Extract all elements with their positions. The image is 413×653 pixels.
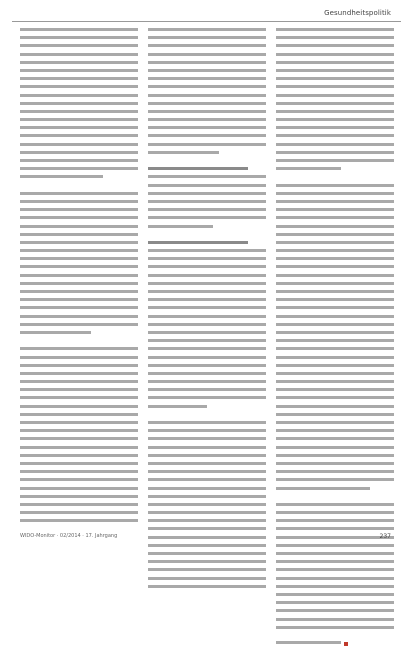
text-line-placeholder	[148, 200, 266, 203]
text-line-placeholder	[276, 462, 394, 465]
text-line-placeholder	[148, 421, 266, 424]
text-line-placeholder	[276, 126, 394, 129]
text-line-placeholder	[276, 478, 394, 481]
text-line-placeholder	[148, 118, 266, 121]
text-line-placeholder	[20, 110, 138, 113]
text-line-placeholder	[20, 216, 138, 219]
text-column-right	[276, 28, 394, 653]
text-line-placeholder	[276, 437, 394, 440]
text-line-placeholder	[148, 282, 266, 285]
text-line-placeholder	[148, 462, 266, 465]
text-line-placeholder	[148, 151, 219, 154]
text-line-placeholder	[276, 192, 394, 195]
text-line-placeholder	[148, 134, 266, 137]
text-line-placeholder	[276, 495, 394, 498]
text-line-placeholder	[20, 339, 138, 342]
text-line-placeholder	[20, 102, 138, 105]
text-line-placeholder	[148, 388, 266, 391]
text-line-placeholder	[276, 609, 394, 612]
text-line-placeholder	[20, 315, 138, 318]
text-line-placeholder	[148, 585, 266, 588]
text-line-placeholder	[276, 405, 394, 408]
text-line-placeholder	[20, 388, 138, 391]
text-line-placeholder	[148, 102, 266, 105]
text-line-placeholder	[276, 110, 394, 113]
text-line-placeholder	[148, 290, 266, 293]
text-line-placeholder	[148, 396, 266, 399]
text-line-placeholder	[148, 126, 266, 129]
text-line-placeholder	[148, 429, 266, 432]
text-line-placeholder	[148, 503, 266, 506]
text-line-placeholder	[276, 323, 394, 326]
text-line-placeholder	[276, 568, 394, 571]
last-line-with-end-mark	[276, 634, 394, 653]
text-line-placeholder	[148, 265, 266, 268]
text-line-placeholder	[148, 577, 266, 580]
text-line-placeholder	[276, 413, 394, 416]
text-line-placeholder	[276, 53, 394, 56]
text-line-placeholder	[20, 446, 138, 449]
text-line-placeholder	[148, 167, 248, 170]
text-line-placeholder	[20, 241, 138, 244]
text-line-placeholder	[20, 487, 138, 490]
text-line-placeholder	[148, 274, 266, 277]
text-line-placeholder	[20, 298, 138, 301]
text-line-placeholder	[276, 470, 394, 473]
text-line-placeholder	[276, 585, 394, 588]
text-line-placeholder	[276, 241, 394, 244]
text-line-placeholder	[20, 134, 138, 137]
text-line-placeholder	[148, 347, 266, 350]
text-line-placeholder	[276, 175, 394, 178]
text-line-placeholder	[20, 405, 138, 408]
text-line-placeholder	[276, 44, 394, 47]
text-line-placeholder	[148, 323, 266, 326]
text-line-placeholder	[20, 380, 138, 383]
section-label: Gesundheitspolitik	[324, 9, 391, 17]
text-line-placeholder	[20, 184, 138, 187]
text-line-placeholder	[148, 192, 266, 195]
text-line-placeholder	[20, 200, 138, 203]
text-line-placeholder	[276, 339, 394, 342]
text-line-placeholder	[148, 110, 266, 113]
text-line-placeholder	[148, 94, 266, 97]
text-line-placeholder	[20, 462, 138, 465]
text-line-placeholder	[148, 233, 266, 236]
text-line-placeholder	[148, 405, 207, 408]
text-line-placeholder	[276, 306, 394, 309]
text-line-placeholder	[20, 396, 138, 399]
text-line-placeholder	[276, 274, 394, 277]
text-line-placeholder	[148, 495, 266, 498]
text-line-placeholder	[20, 347, 138, 350]
text-line-placeholder	[148, 53, 266, 56]
text-line-placeholder	[276, 380, 394, 383]
text-line-placeholder	[20, 290, 138, 293]
text-line-placeholder	[276, 85, 394, 88]
text-line-placeholder	[148, 487, 266, 490]
text-line-placeholder	[20, 175, 103, 178]
text-line-placeholder	[148, 241, 248, 244]
text-line-placeholder	[20, 143, 138, 146]
text-line-placeholder	[276, 503, 394, 506]
text-line-placeholder	[276, 159, 394, 162]
text-line-placeholder	[148, 560, 266, 563]
text-line-placeholder	[276, 356, 394, 359]
article-end-mark-icon	[344, 642, 348, 646]
text-line-placeholder	[276, 560, 394, 563]
text-line-placeholder	[276, 536, 394, 539]
text-line-placeholder	[20, 470, 138, 473]
text-line-placeholder	[148, 28, 266, 31]
text-line-placeholder	[148, 61, 266, 64]
text-line-placeholder	[20, 151, 138, 154]
text-line-placeholder	[276, 102, 394, 105]
text-line-placeholder	[20, 257, 138, 260]
header-rule	[12, 21, 401, 22]
text-line-placeholder	[148, 511, 266, 514]
text-line-placeholder	[276, 77, 394, 80]
text-line-placeholder	[276, 118, 394, 121]
text-line-placeholder	[148, 331, 266, 334]
text-line-placeholder	[20, 274, 138, 277]
text-line-placeholder	[20, 503, 138, 506]
text-line-placeholder	[148, 519, 266, 522]
text-line-placeholder	[148, 257, 266, 260]
text-line-placeholder	[148, 306, 266, 309]
text-line-placeholder	[20, 36, 138, 39]
text-line-placeholder	[276, 249, 394, 252]
text-line-placeholder	[20, 225, 138, 228]
text-line-placeholder	[276, 208, 394, 211]
text-line-placeholder	[148, 249, 266, 252]
text-line-placeholder	[148, 175, 266, 178]
page-number: 237	[379, 533, 391, 540]
text-line-placeholder	[148, 298, 266, 301]
text-line-placeholder	[20, 61, 138, 64]
text-line-placeholder	[20, 511, 138, 514]
text-line-placeholder	[148, 159, 266, 162]
text-line-placeholder	[20, 519, 138, 522]
text-line-placeholder	[276, 298, 394, 301]
text-line-placeholder	[20, 77, 138, 80]
text-line-placeholder	[276, 225, 394, 228]
text-line-placeholder	[148, 356, 266, 359]
text-line-placeholder	[276, 315, 394, 318]
text-line-placeholder	[148, 77, 266, 80]
text-line-placeholder	[20, 167, 138, 170]
text-line-placeholder	[148, 85, 266, 88]
text-line-placeholder	[148, 446, 266, 449]
text-line-placeholder	[20, 282, 138, 285]
text-line-placeholder	[148, 437, 266, 440]
text-line-placeholder	[20, 421, 138, 424]
text-line-placeholder	[148, 315, 266, 318]
text-line-placeholder	[20, 69, 138, 72]
text-line-placeholder	[20, 159, 138, 162]
text-line-placeholder	[148, 536, 266, 539]
text-line-placeholder	[276, 331, 394, 334]
text-line-placeholder	[148, 69, 266, 72]
text-line-placeholder	[148, 372, 266, 375]
text-line-placeholder	[276, 527, 394, 530]
text-line-placeholder	[276, 519, 394, 522]
text-line-placeholder	[20, 356, 138, 359]
text-line-placeholder	[276, 446, 394, 449]
text-line-placeholder	[276, 577, 394, 580]
text-line-placeholder	[148, 339, 266, 342]
text-column-middle	[148, 28, 266, 593]
text-line-placeholder	[20, 208, 138, 211]
text-line-placeholder	[148, 454, 266, 457]
text-line-placeholder	[276, 69, 394, 72]
text-line-placeholder	[148, 413, 266, 416]
text-line-placeholder	[148, 184, 266, 187]
text-line-placeholder	[276, 396, 394, 399]
text-line-placeholder	[276, 200, 394, 203]
text-line-placeholder	[148, 44, 266, 47]
text-line-placeholder	[148, 568, 266, 571]
text-line-placeholder	[20, 85, 138, 88]
text-line-placeholder	[276, 282, 394, 285]
text-line-placeholder	[148, 478, 266, 481]
text-line-placeholder	[20, 94, 138, 97]
text-line-placeholder	[20, 437, 138, 440]
text-line-placeholder	[20, 192, 138, 195]
text-line-placeholder	[20, 372, 138, 375]
text-line-placeholder	[276, 134, 394, 137]
text-line-placeholder	[148, 380, 266, 383]
text-line-placeholder	[276, 265, 394, 268]
text-line-placeholder	[148, 36, 266, 39]
text-line-placeholder	[276, 94, 394, 97]
text-line-placeholder	[276, 364, 394, 367]
text-line-placeholder	[148, 527, 266, 530]
text-line-placeholder	[276, 233, 394, 236]
text-line-placeholder	[148, 225, 213, 228]
text-line-placeholder	[276, 618, 394, 621]
text-line-placeholder	[276, 290, 394, 293]
text-line-placeholder	[276, 28, 394, 31]
text-line-placeholder	[20, 454, 138, 457]
text-line-placeholder	[148, 208, 266, 211]
text-line-placeholder	[276, 61, 394, 64]
footer-journal: WIDO-Monitor · 02/2014 · 17. Jahrgang	[20, 533, 118, 539]
text-line-placeholder	[276, 601, 394, 604]
text-line-placeholder	[276, 454, 394, 457]
text-line-placeholder	[20, 126, 138, 129]
text-line-placeholder	[20, 478, 138, 481]
text-line-placeholder	[20, 118, 138, 121]
text-line-placeholder	[148, 216, 266, 219]
text-line-placeholder	[148, 143, 266, 146]
text-line-placeholder	[276, 511, 394, 514]
text-line-placeholder	[276, 347, 394, 350]
text-line-placeholder	[276, 552, 394, 555]
text-column-left	[20, 28, 138, 527]
text-line-placeholder	[20, 249, 138, 252]
text-line-placeholder	[20, 331, 91, 334]
text-line-placeholder	[20, 44, 138, 47]
text-line-placeholder	[20, 429, 138, 432]
text-line-placeholder	[20, 306, 138, 309]
text-line-placeholder	[276, 184, 394, 187]
text-line-placeholder	[276, 388, 394, 391]
text-line-placeholder	[20, 364, 138, 367]
text-line-placeholder	[276, 593, 394, 596]
text-line-placeholder	[276, 257, 394, 260]
text-line-placeholder	[20, 53, 138, 56]
text-line-placeholder	[276, 487, 370, 490]
text-line-placeholder	[148, 470, 266, 473]
text-line-placeholder	[276, 216, 394, 219]
text-line-placeholder	[20, 233, 138, 236]
text-line-placeholder	[276, 626, 394, 629]
text-line-placeholder	[20, 495, 138, 498]
text-line-placeholder	[148, 364, 266, 367]
text-line-placeholder	[276, 429, 394, 432]
text-line-placeholder	[20, 28, 138, 31]
text-line-placeholder	[148, 544, 266, 547]
text-line-placeholder	[276, 372, 394, 375]
text-line-placeholder	[276, 421, 394, 424]
text-line-placeholder	[20, 265, 138, 268]
text-line-placeholder	[276, 544, 394, 547]
text-line-placeholder	[20, 323, 138, 326]
text-line-placeholder	[276, 36, 394, 39]
text-line-placeholder	[148, 552, 266, 555]
text-line-placeholder	[276, 167, 341, 170]
text-line-placeholder	[276, 641, 341, 644]
text-line-placeholder	[20, 413, 138, 416]
text-line-placeholder	[276, 143, 394, 146]
text-line-placeholder	[276, 151, 394, 154]
